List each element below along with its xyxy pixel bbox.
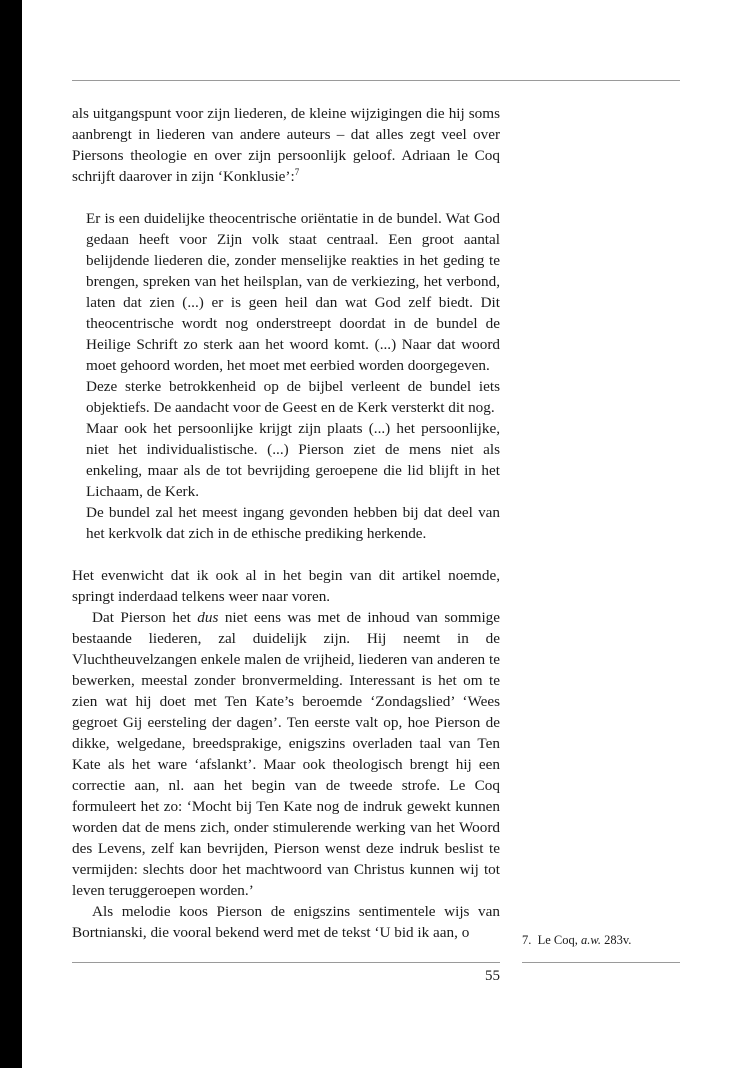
quote-paragraph-4: De bundel zal het meest ingang gevonden hebben bij dat deel van het kerkvolk dat zich in de ethische prediking herkende.: [86, 504, 500, 542]
block-quote: [86, 208, 500, 544]
paragraph-intro-text: als uitgangspunt voor zijn liederen, de kleine wijzigingen die hij soms aanbrengt in liederen van andere auteurs – dat alles zegt veel over Piersons theologie en over zijn persoonlijk geloof. Adriaan le Coq schrijft daarover in zijn ‘Konklusie’:: [72, 105, 500, 185]
footnote-number: 7.: [522, 933, 532, 947]
paragraph-ten-kate: [72, 607, 500, 901]
scan-edge-bar: [0, 0, 22, 1068]
emphasis-word: dus: [197, 609, 219, 626]
paragraph-balance: Het evenwicht dat ik ook al in het begin van dit artikel noemde, springt inderdaad telkens weer naar voren.: [72, 567, 500, 605]
paragraph-intro: [72, 103, 500, 187]
spacer: [72, 187, 500, 208]
page-number: 55: [485, 968, 500, 984]
quote-paragraph-1: Er is een duidelijke theocentrische oriëntatie in de bundel. Wat God gedaan heeft voor Zijn volk staat centraal. Een groot aantal belijdende liederen die, zonder menselijke reakties in het geding te brengen, spreken van het heilsplan, van de verkiezing, het verbond, laten dat zien (...) er is geen heil dan wat God zelf biedt. Dit theocentrische wordt nog onderstreept doordat in de bundel de Heilige Schrift zo sterk aan het woord komt. (...) Naar dat woord moet gehoord worden, het moet met eerbied worden doorgegeven.: [86, 210, 500, 374]
footnote-text: Le Coq,: [537, 933, 578, 947]
paragraph-ten-kate-start: Dat Pierson het: [92, 609, 198, 626]
paragraph-melody: Als melodie koos Pierson de enigszins sentimentele wijs van Bortnianski, die vooral bekend werd met de tekst ‘U bid ik aan, o: [72, 903, 500, 941]
footnote-abbrev: a.w.: [581, 933, 601, 947]
footnote-page: 283v.: [604, 933, 632, 947]
footnote-rule: [522, 962, 680, 963]
quote-paragraph-2: Deze sterke betrokkenheid op de bijbel verleent de bundel iets objektiefs. De aandacht voor de Geest en de Kerk versterkt dit nog.: [86, 378, 500, 416]
footnote-reference: 7: [294, 167, 300, 177]
footer-rule: [72, 962, 500, 963]
quote-paragraph-3: Maar ook het persoonlijke krijgt zijn plaats (...) het persoonlijke, niet het individualistische. (...) Pierson ziet de mens niet als enkeling, maar als de tot bevrijding geroepene die lid blijft in het Lichaam, de Kerk.: [86, 420, 500, 500]
paragraph-ten-kate-rest: niet eens was met de inhoud van sommige bestaande liederen, zal duidelijk zijn. Hij neemt in de Vluchtheuvelzangen enkele malen de vrijheid, liederen van anderen te bewerken, meestal zonder bronvermelding. Interessant is het om te zien wat hij doet met Ten Kate’s beroemde ‘Zondagslied’ ‘Wees gegroet Gij eersteling der dagen’. Ten eerste valt op, hoe Pierson de dikke, welgedane, breedsprakige, enigszins overladen taal van Ten Kate als het ware ‘afslankt’. Maar ook theologisch brengt hij een correctie aan, nl. aan het begin van de tweede strofe. Le Coq formuleert het zo: ‘Mocht bij Ten Kate nog de indruk gewekt kunnen worden dat de mens zich, onder stimulerende werking van het Woord des Levens, zelf kan bevrijden, Pierson wenst deze indruk beslist te vermijden: slechts door het machtwoord van Christus kunnen wij tot leven teruggeroepen worden.’: [72, 609, 501, 899]
spacer: [72, 544, 500, 565]
footnote: [522, 932, 682, 948]
main-text-column: [72, 103, 500, 943]
header-rule: [72, 80, 680, 81]
